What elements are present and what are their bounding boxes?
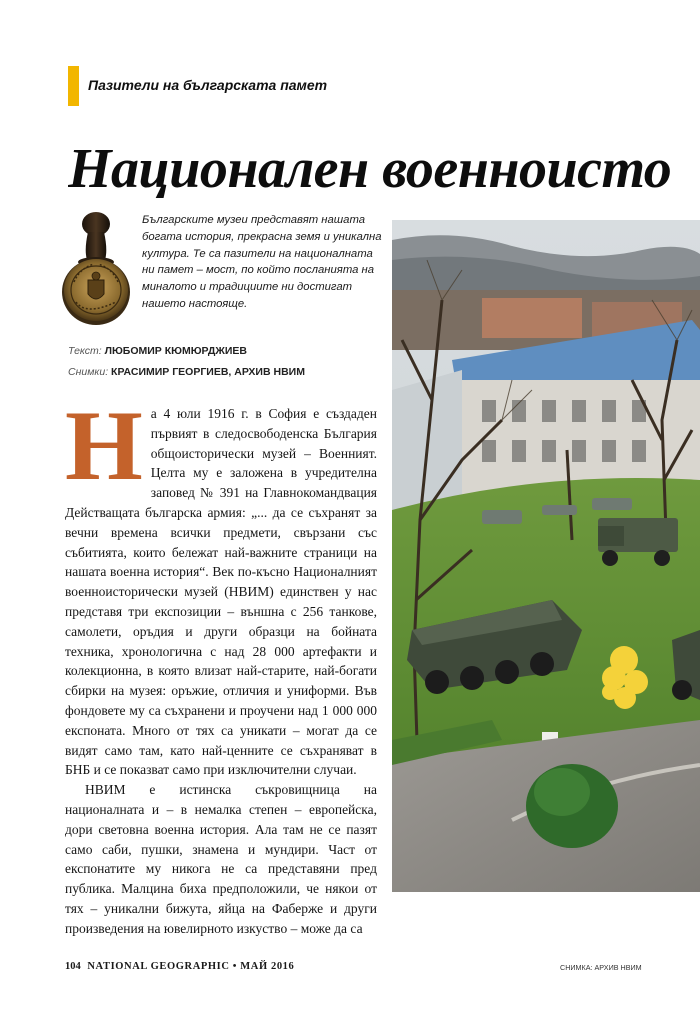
intro-standfirst: Българските музеи представят нашата богата история, прекрасна земя и уникална култура. Те са пазители на националната ни памет – мост, по който посланията на миналото и традициите ни достигат нашето настояще. bbox=[142, 214, 382, 310]
drop-cap: Н bbox=[65, 390, 143, 501]
page-footer bbox=[65, 961, 294, 972]
article-title: Национален военноисто bbox=[68, 138, 672, 200]
photo-credit-caption: СНИМКА: АРХИВ НВИМ bbox=[560, 963, 642, 972]
page-number: 104 bbox=[65, 961, 81, 972]
wax-seal-stamp-image bbox=[58, 210, 134, 328]
body-paragraph-2: НВИМ е истинска съкровищница на националната и – в немалка степен – европейска, дори световна военна история. Ала там не се пазят само саби, пушки, знамена и мундири. Част от експонатите му никога не са представяни пред публика. Малцина биха предположили, че някои от тях – уникални бижута, яйца на Фаберже и други произведения на ювелирното изкуство – може да са bbox=[65, 782, 377, 936]
body-paragraph-1 bbox=[65, 390, 377, 780]
magazine-issue: NATIONAL GEOGRAPHIC • МАЙ 2016 bbox=[87, 961, 295, 972]
text-credit-label: Текст: bbox=[68, 345, 102, 357]
section-kicker: Пазители на българската памет bbox=[88, 77, 328, 93]
article-credits bbox=[68, 341, 305, 383]
kicker-accent-bar bbox=[68, 66, 79, 106]
article-body bbox=[65, 390, 377, 939]
museum-outdoor-exhibition-photo bbox=[392, 220, 700, 892]
text-credit-author: ЛЮБОМИР КЮМЮРДЖИЕВ bbox=[104, 345, 247, 357]
text-credit-line bbox=[68, 341, 305, 362]
photo-credit-author: КРАСИМИР ГЕОРГИЕВ, АРХИВ НВИМ bbox=[111, 366, 305, 378]
body-paragraph-1-text: а 4 юли 1916 г. в София е създаден първият в следосвободенска България общоисторически музей – Военният. Целта му е заложена в учредителна заповед № 391 на Главнокомандвация Действащата българска армия: „... да се съхранят за вечни времена всички предмети, свързани със събитията, които бележат най-важните страници на нашата военна история“. Век по-късно Националният военноисторически музей (НВИМ) единствен у нас представя три експозиции – външна с 256 танкове, самолети, оръдия и други образци на бойната техника, хронологична с над 28 000 артефакти и колекционна, в която влизат най-старите, най-богати сбирки на музея: оръжие, отличия и униформи. Във фондовете му са съхранени и проучени над 1 000 000 експоната. Много от тях са уникати – могат да се видят само там, като най-ценните се съхраняват в БНБ и се показват само при изключителни случаи. bbox=[65, 406, 377, 778]
photo-credit-line bbox=[68, 362, 305, 383]
photo-credit-label: Снимки: bbox=[68, 366, 109, 378]
